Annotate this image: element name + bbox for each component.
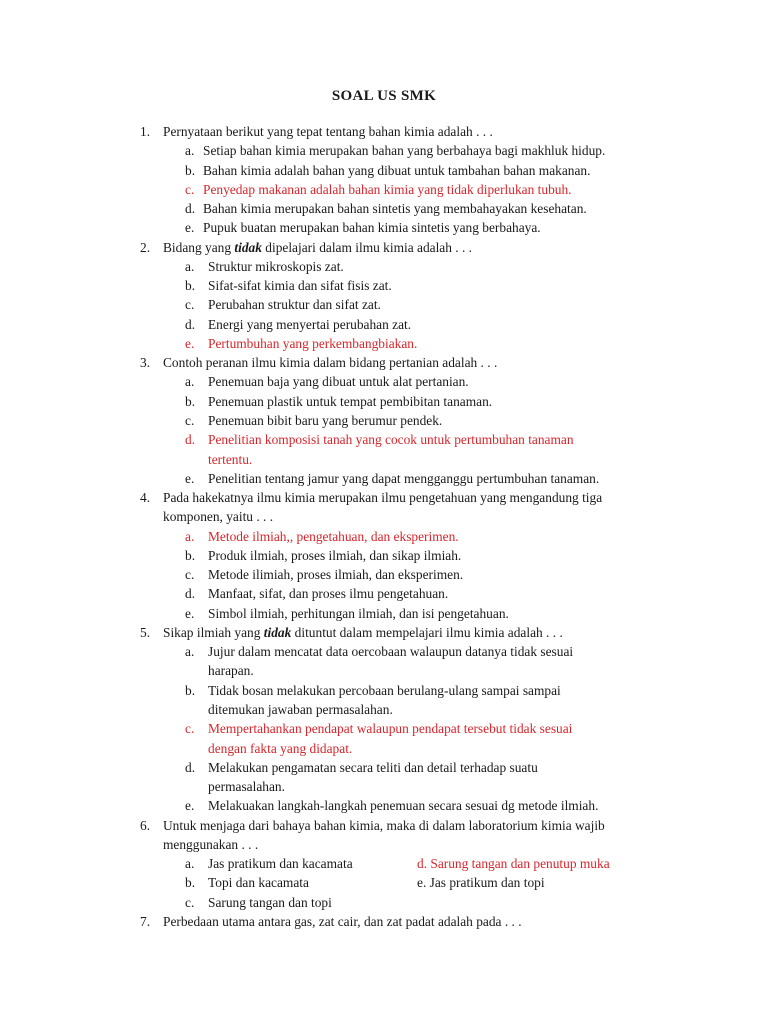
question-text: Bidang yang xyxy=(163,239,235,255)
option-letter: d. xyxy=(185,586,196,602)
question-emphasis: tidak xyxy=(263,624,292,640)
option-text: Perubahan struktur dan sifat zat. xyxy=(208,297,381,313)
option-letter: b. xyxy=(185,162,196,178)
option-letter: e. xyxy=(185,605,195,621)
option-3c xyxy=(0,411,768,430)
option-letter: c. xyxy=(185,412,195,428)
option-letter: b. xyxy=(185,278,196,294)
option-text: Energi yang menyertai perubahan zat. xyxy=(208,316,412,332)
option-text: Setiap bahan kimia merupakan bahan yang berbahaya bagi makhluk hidup. xyxy=(203,143,606,159)
option-6e: e. Jas pratikum dan topi xyxy=(417,875,545,891)
option-letter: a. xyxy=(185,258,195,274)
option-6d-answer: d. Sarung tangan dan penutup muka xyxy=(417,856,610,872)
option-1b xyxy=(0,161,768,180)
option-letter: c. xyxy=(185,181,195,197)
question-6 xyxy=(0,816,768,855)
document-title: SOAL US SMK xyxy=(331,88,437,104)
option-letter: a. xyxy=(185,644,195,660)
option-letter: d. xyxy=(185,316,196,332)
option-4c xyxy=(0,565,768,584)
option-letter: a. xyxy=(185,374,195,390)
option-letter: b. xyxy=(185,682,196,698)
option-text: Simbol ilmiah, perhitungan ilmiah, dan isi pengetahuan. xyxy=(208,605,509,621)
question-3 xyxy=(0,353,768,372)
option-4e xyxy=(0,604,768,623)
option-text: Topi dan kacamata xyxy=(208,875,309,891)
option-letter: c. xyxy=(185,894,195,910)
option-text: Tidak bosan melakukan percobaan berulang-ulang sampai sampai ditemukan jawaban permasalahan. xyxy=(208,682,561,717)
option-letter: a. xyxy=(185,143,195,159)
option-text: Manfaat, sifat, dan proses ilmu pengetahuan. xyxy=(208,586,449,602)
option-text: Melakuakan langkah-langkah penemuan secara sesuai dg metode ilmiah. xyxy=(208,798,599,814)
question-2 xyxy=(0,238,768,257)
option-1c-answer xyxy=(0,180,768,199)
question-text: Pada hakekatnya ilmu kimia merupakan ilmu pengetahuan yang mengandung tiga komponen, yaitu . . . xyxy=(163,490,603,525)
option-3d-answer xyxy=(0,430,768,469)
option-row-2 xyxy=(0,873,768,892)
option-letter: d. xyxy=(185,201,196,217)
option-text: Bahan kimia merupakan bahan sintetis yang membahayakan kesehatan. xyxy=(203,201,587,217)
option-text: Mempertahankan pendapat walaupun pendapat tersebut tidak sesuai dengan fakta yang didapat. xyxy=(208,721,573,756)
option-text: Penelitian tentang jamur yang dapat mengganggu pertumbuhan tanaman. xyxy=(208,470,600,486)
option-text: Jujur dalam mencatat data oercobaan walaupun datanya tidak sesuai harapan. xyxy=(208,644,574,679)
option-text: Sifat-sifat kimia dan sifat fisis zat. xyxy=(208,278,392,294)
option-text: Pertumbuhan yang perkembangbiakan. xyxy=(208,335,418,351)
option-text: Struktur mikroskopis zat. xyxy=(208,258,344,274)
option-5d xyxy=(0,758,768,797)
option-1e xyxy=(0,218,768,237)
option-letter: d. xyxy=(185,432,196,448)
question-emphasis: tidak xyxy=(234,239,262,255)
question-number: 7. xyxy=(140,913,151,929)
option-letter: b. xyxy=(185,547,196,563)
option-6b xyxy=(0,873,768,892)
question-5 xyxy=(0,623,768,642)
option-2d xyxy=(0,315,768,334)
question-text: Untuk menjaga dari bahaya bahan kimia, maka di dalam laboratorium kimia wajib menggunakan . . . xyxy=(163,817,605,852)
option-letter: e. xyxy=(185,798,195,814)
question-4 xyxy=(0,488,768,527)
option-letter: a. xyxy=(185,528,195,544)
option-text: Metode ilmiah,, pengetahuan, dan eksperimen. xyxy=(208,528,459,544)
question-text: dituntut dalam mempelajari ilmu kimia adalah . . . xyxy=(291,624,563,640)
question-number: 6. xyxy=(140,817,151,833)
question-text: Perbedaan utama antara gas, zat cair, dan zat padat adalah pada . . . xyxy=(163,913,522,929)
option-text: Produk ilmiah, proses ilmiah, dan sikap ilmiah. xyxy=(208,547,462,563)
option-text: Sarung tangan dan topi xyxy=(208,894,332,910)
option-4a-answer xyxy=(0,527,768,546)
question-7 xyxy=(0,912,768,931)
option-text: Penyedap makanan adalah bahan kimia yang tidak diperlukan tubuh. xyxy=(203,181,572,197)
option-6a xyxy=(0,854,768,873)
option-3a xyxy=(0,372,768,391)
option-3e xyxy=(0,469,768,488)
option-text: Penemuan plastik untuk tempat pembibitan tanaman. xyxy=(208,393,493,409)
option-5b xyxy=(0,681,768,720)
option-2b xyxy=(0,276,768,295)
option-text: Bahan kimia adalah bahan yang dibuat untuk tambahan bahan makanan. xyxy=(203,162,591,178)
option-letter: e. xyxy=(185,220,195,236)
option-6c xyxy=(0,893,768,912)
question-1 xyxy=(0,122,768,141)
option-1a xyxy=(0,141,768,160)
question-text: Pernyataan berikut yang tepat tentang bahan kimia adalah . . . xyxy=(163,124,493,139)
question-text: dipelajari dalam ilmu kimia adalah . . . xyxy=(261,239,473,255)
option-5c-answer xyxy=(0,719,768,758)
question-number: 2. xyxy=(140,239,151,255)
option-2e-answer xyxy=(0,334,768,353)
option-letter: b. xyxy=(185,393,196,409)
option-1d xyxy=(0,199,768,218)
question-text: Sikap ilmiah yang xyxy=(163,624,264,640)
question-number: 3. xyxy=(140,355,151,371)
option-text: Jas pratikum dan kacamata xyxy=(208,856,353,872)
option-letter: e. xyxy=(185,335,195,351)
option-5a xyxy=(0,642,768,681)
option-letter: c. xyxy=(185,721,195,737)
option-2a xyxy=(0,257,768,276)
option-3b xyxy=(0,392,768,411)
option-text: Penelitian komposisi tanah yang cocok untuk pertumbuhan tanaman tertentu. xyxy=(208,432,574,467)
option-2c xyxy=(0,295,768,314)
option-letter: c. xyxy=(185,297,195,313)
option-text: Penemuan bibit baru yang berumur pendek. xyxy=(208,412,443,428)
question-text: Contoh peranan ilmu kimia dalam bidang pertanian adalah . . . xyxy=(163,355,498,371)
option-5e xyxy=(0,796,768,815)
option-text: Metode ilimiah, proses ilmiah, dan eksperimen. xyxy=(208,567,464,583)
option-letter: d. xyxy=(185,759,196,775)
option-text: Melakukan pengamatan secara teliti dan detail terhadap suatu permasalahan. xyxy=(208,759,538,795)
option-text: Penemuan baja yang dibuat untuk alat pertanian. xyxy=(208,374,469,390)
question-number: 5. xyxy=(140,624,151,640)
option-text: Pupuk buatan merupakan bahan kimia sintetis yang berbahaya. xyxy=(203,220,541,236)
option-letter: c. xyxy=(185,567,195,583)
question-number: 1. xyxy=(140,124,151,139)
option-letter: b. xyxy=(185,875,196,891)
option-letter: e. xyxy=(185,470,195,486)
option-4d xyxy=(0,584,768,603)
option-letter: a. xyxy=(185,856,195,872)
question-list xyxy=(0,122,768,931)
question-number: 4. xyxy=(140,490,151,506)
option-4b xyxy=(0,546,768,565)
option-row-1 xyxy=(0,854,768,873)
